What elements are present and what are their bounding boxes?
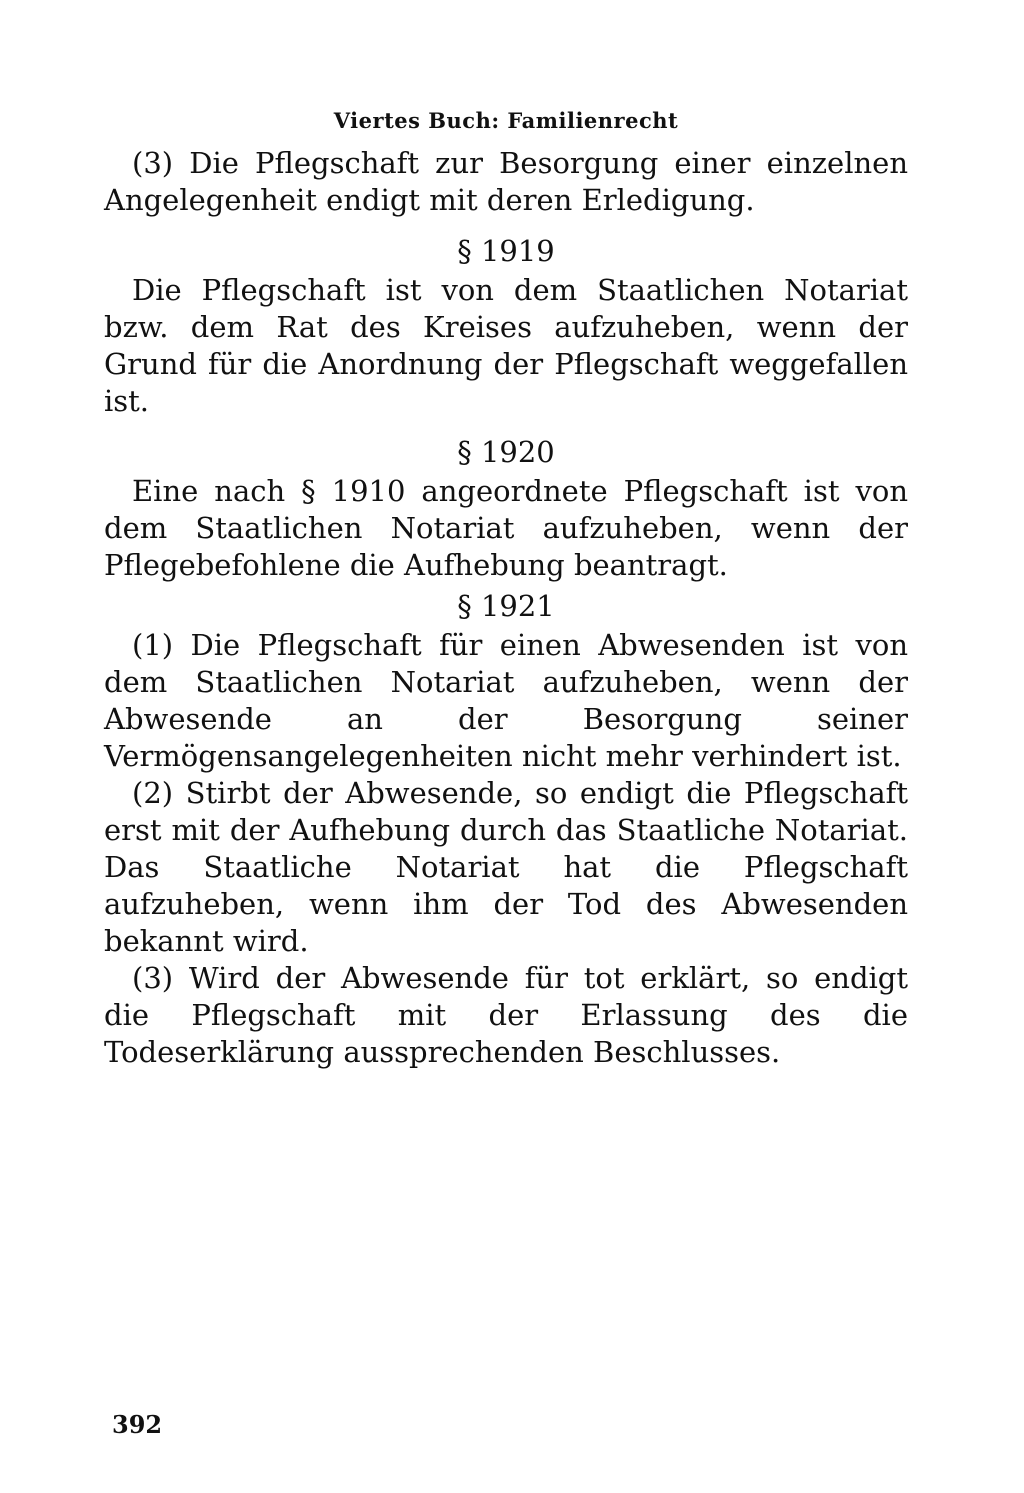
- paragraph-1921-2: (2) Stirbt der Abwesende, so endigt die Pflegschaft erst mit der Aufhebung durch das Staatliche Notariat. Das Staatliche Notariat hat die Pflegschaft aufzuheben, wenn ihm der Tod des Abwesenden bekannt wird.: [104, 776, 908, 959]
- page-body: [104, 108, 908, 1071]
- paragraph-1920: Eine nach § 1910 angeordnete Pflegschaft ist von dem Staatlichen Notariat aufzuheben, wenn der Pflegebefohlene die Aufhebung beantragt.: [104, 474, 908, 583]
- section-heading-1921: § 1921: [457, 589, 555, 624]
- page-number: 392: [112, 1410, 163, 1439]
- running-head: Viertes Buch: Familienrecht: [333, 108, 679, 133]
- section-heading-1920: § 1920: [457, 435, 555, 470]
- paragraph-1921-1: (1) Die Pflegschaft für einen Abwesenden ist von dem Staatlichen Notariat aufzuheben, wenn der Abwesende an der Besorgung seiner Vermögensangelegenheiten nicht mehr verhindert ist.: [104, 628, 908, 774]
- paragraph-1921-3: (3) Wird der Abwesende für tot erklärt, so endigt die Pflegschaft mit der Erlassung des die Todeserklärung aussprechenden Beschlusses.: [104, 961, 908, 1070]
- section-heading-1919: § 1919: [457, 234, 555, 269]
- paragraph-1918-3: (3) Die Pflegschaft zur Besorgung einer einzelnen Angelegenheit endigt mit deren Erledigung.: [104, 146, 908, 218]
- paragraph-1919: Die Pflegschaft ist von dem Staatlichen Notariat bzw. dem Rat des Kreises aufzuheben, wenn der Grund für die Anordnung der Pflegschaft weggefallen ist.: [104, 273, 908, 419]
